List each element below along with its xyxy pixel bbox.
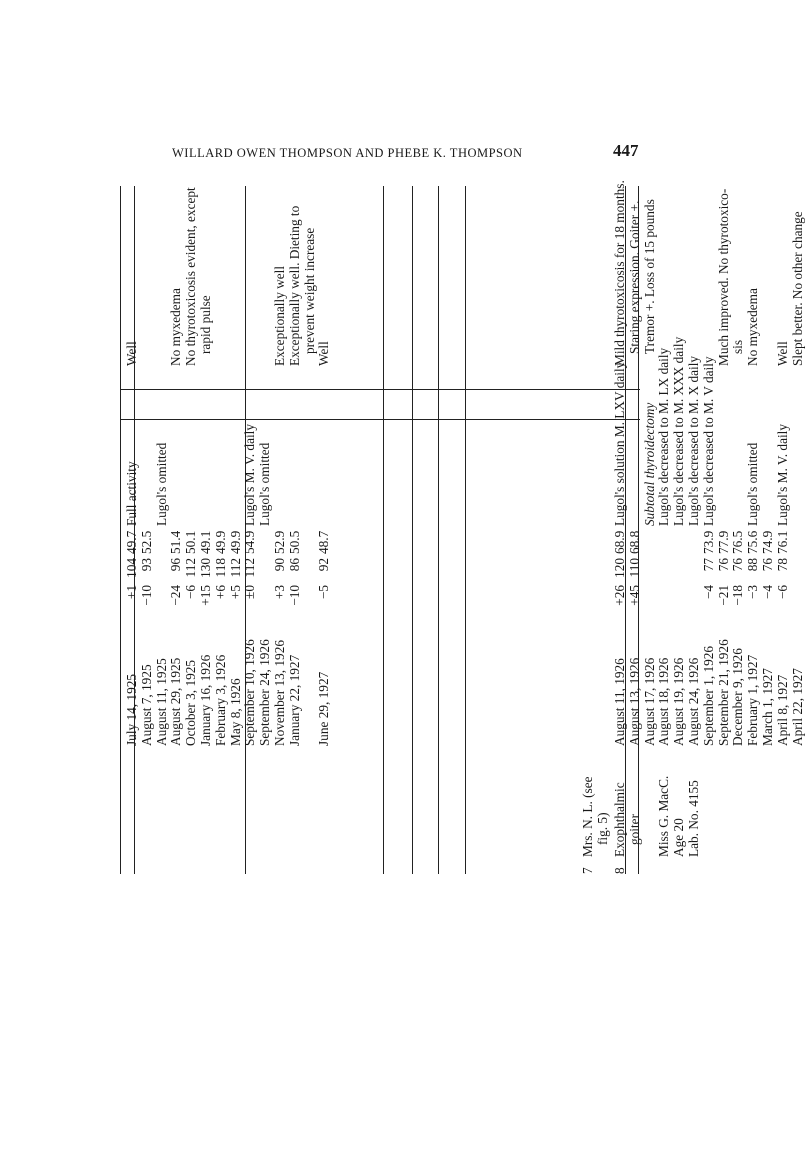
- treatment-entry: Lugol's decreased to M. LX daily: [656, 347, 672, 526]
- pulse-value: [643, 558, 658, 580]
- remarks-line: [140, 186, 155, 366]
- pulse-value: [672, 558, 687, 580]
- weight-value: [791, 531, 805, 554]
- treatment-entry: [214, 371, 229, 526]
- remarks-line: No myxedema: [745, 288, 761, 366]
- remarks-line: Exceptionally well: [271, 265, 287, 366]
- remarks-line: Slept better. No other change: [789, 211, 805, 366]
- treatment-entry: [199, 371, 214, 526]
- treatment-entry: [791, 371, 805, 526]
- case-no-column: [613, 861, 628, 874]
- remarks-line: [702, 186, 717, 366]
- bmr-column: [125, 585, 332, 610]
- pulse-value: 120: [612, 558, 627, 578]
- remarks-line: Tremor +. Loss of 15 pounds: [641, 199, 657, 354]
- treatment-entry: Lugol's omitted: [257, 442, 273, 526]
- treatment-entry: Lugol's decreased to M. XXX daily: [671, 336, 687, 526]
- treatment-column: [125, 371, 332, 526]
- date-entry: June 29, 1927: [316, 671, 332, 746]
- remarks-line: [657, 186, 672, 366]
- date-entry: February 1, 1927: [745, 654, 761, 746]
- date-entry: August 11, 1925: [153, 658, 169, 746]
- weight-column: [613, 531, 805, 554]
- weight-value: 76.1: [774, 530, 790, 554]
- pulse-value: 112: [227, 558, 243, 578]
- date-entry: September 1, 1926: [700, 645, 716, 746]
- weight-value: 54.9: [242, 530, 258, 554]
- weight-value: 68.9: [612, 530, 627, 554]
- bmr-value: [258, 585, 273, 610]
- date-entry: August 7, 1925: [138, 664, 154, 746]
- weight-value: [643, 531, 658, 554]
- remarks-line: No myxedema: [168, 288, 184, 366]
- column-rule: [465, 186, 466, 874]
- pulse-value: 96: [168, 558, 184, 572]
- remarks-line: [687, 186, 702, 366]
- bmr-value: [155, 585, 170, 610]
- treatment-entry: [184, 371, 199, 526]
- treatment-entry: [761, 371, 776, 526]
- pulse-value: 76: [759, 558, 775, 572]
- pulse-value: [791, 558, 805, 580]
- weight-value: 51.4: [168, 530, 184, 554]
- weight-value: 49.7: [124, 530, 139, 554]
- patient-column: [581, 752, 611, 857]
- date-entry: April 22, 1927: [789, 668, 805, 746]
- treatment-entry: Lugol's decreased to M. X daily: [685, 355, 701, 526]
- bmr-value: [657, 585, 672, 610]
- treatment-entry: [717, 371, 732, 526]
- pulse-value: 77: [700, 558, 716, 572]
- date-entry: February 3, 1926: [212, 654, 228, 746]
- bmr-value: +45: [626, 585, 642, 606]
- running-head: WILLARD OWEN THOMPSON AND PHEBE K. THOMPSON: [172, 146, 523, 160]
- treatment-entry: Subtotal thyroidectomy: [641, 402, 657, 526]
- pulse-value: 93: [138, 558, 154, 572]
- rotated-data-table: [120, 180, 805, 874]
- weight-value: [687, 531, 702, 554]
- treatment-entry: [303, 371, 318, 526]
- case-number: 8: [612, 867, 627, 874]
- weight-value: 49.9: [212, 530, 228, 554]
- weight-value: 77.9: [715, 530, 731, 554]
- case-number: [125, 861, 140, 874]
- treatment-entry: Lugol's M. V. daily: [774, 423, 790, 526]
- case-no-column: [581, 861, 596, 874]
- dates-column: [125, 614, 332, 746]
- table-top-rule: [120, 186, 121, 874]
- date-entry: January 22, 1927: [286, 654, 302, 746]
- weight-value: 73.9: [700, 530, 716, 554]
- treatment-entry: Lugol's omitted: [153, 442, 169, 526]
- bmr-value: [687, 585, 702, 610]
- weight-value: 49.9: [227, 530, 243, 554]
- pulse-value: 112: [183, 558, 199, 578]
- bmr-value: [643, 585, 658, 610]
- date-entry: August 13, 1926: [626, 657, 642, 746]
- date-entry: August 17, 1926: [641, 657, 657, 746]
- bmr-value: −18: [730, 585, 746, 606]
- pulse-column: [125, 558, 332, 580]
- bmr-value: −6: [774, 585, 790, 600]
- bmr-value: [303, 585, 318, 610]
- pulse-value: 112: [242, 558, 258, 578]
- date-entry: [303, 614, 318, 746]
- bmr-value: +26: [612, 585, 627, 606]
- weight-value: [657, 531, 672, 554]
- weight-value: 52.9: [271, 530, 287, 554]
- remarks-column: [612, 180, 805, 366]
- pulse-value: 118: [212, 558, 228, 578]
- column-rule: [412, 186, 413, 874]
- bmr-value: ±0: [242, 585, 258, 599]
- weight-value: 52.5: [138, 530, 154, 554]
- case-no-column: [125, 861, 140, 874]
- pulse-value: 92: [316, 558, 332, 572]
- patient-line: Exophthalmic: [612, 782, 627, 857]
- pulse-value: [303, 558, 318, 580]
- patient-line: Age 20: [671, 818, 687, 857]
- date-entry: August 11, 1926: [612, 658, 627, 746]
- pulse-column: [613, 558, 805, 580]
- remarks-line: [672, 186, 687, 366]
- date-entry: January 16, 1926: [197, 654, 213, 746]
- remarks-line: Well: [316, 341, 332, 366]
- weight-value: 68.8: [626, 530, 642, 554]
- weight-column: [125, 531, 332, 554]
- bmr-value: −10: [286, 585, 302, 606]
- patient-line: Mrs. N. L. (see: [580, 776, 595, 857]
- bmr-value: −4: [759, 585, 775, 600]
- bmr-value: +5: [227, 585, 243, 600]
- treatment-entry: [731, 371, 746, 526]
- bmr-value: +1: [124, 585, 139, 600]
- date-entry: August 19, 1926: [671, 657, 687, 746]
- remarks-line: [243, 186, 258, 366]
- weight-value: [258, 531, 273, 554]
- pulse-value: 110: [626, 558, 642, 578]
- bmr-value: +6: [212, 585, 228, 600]
- date-entry: August 18, 1926: [656, 657, 672, 746]
- bmr-value: −5: [316, 585, 332, 600]
- page-header: [0, 138, 767, 168]
- bmr-value: −10: [138, 585, 154, 606]
- pulse-value: [657, 558, 672, 580]
- pulse-value: 78: [774, 558, 790, 572]
- patient-line: [643, 752, 658, 857]
- bmr-value: [791, 585, 805, 610]
- date-entry: September 21, 1926: [715, 639, 731, 746]
- remarks-line: Much improved. No thyrotoxico-: [715, 188, 731, 366]
- column-rule: [383, 186, 384, 874]
- remarks-line: [761, 186, 776, 366]
- date-entry: August 29, 1925: [168, 657, 184, 746]
- remarks-line: [155, 186, 170, 366]
- date-entry: August 24, 1926: [685, 657, 701, 746]
- pulse-value: [687, 558, 702, 580]
- weight-value: 76.5: [730, 530, 746, 554]
- pulse-value: 90: [271, 558, 287, 572]
- treatment-entry: Lugol's M. V. daily: [242, 423, 258, 526]
- remarks-line: No thyrotoxicosis evident, except: [183, 187, 199, 366]
- case-number: 7: [580, 867, 595, 874]
- dates-column: [613, 614, 805, 746]
- bmr-value: −21: [715, 585, 731, 606]
- date-entry: March 1, 1927: [759, 668, 775, 746]
- weight-value: 48.7: [316, 530, 332, 554]
- column-rule: [438, 186, 439, 874]
- pulse-value: 104: [124, 558, 139, 578]
- treatment-entry: Lugol's omitted: [745, 442, 761, 526]
- treatment-entry: [273, 371, 288, 526]
- bmr-value: −4: [700, 585, 716, 600]
- bmr-value: −3: [745, 585, 761, 600]
- remarks-line: Staring expression. Goiter +.: [626, 200, 642, 354]
- remarks-line: sis: [730, 339, 746, 354]
- date-entry: April 8, 1927: [774, 674, 790, 746]
- weight-value: [155, 531, 170, 554]
- remarks-line: [214, 186, 229, 366]
- patient-column: [613, 752, 702, 857]
- date-entry: November 13, 1926: [271, 640, 287, 746]
- page-number: 447: [613, 141, 639, 160]
- treatment-entry: Full activity: [124, 461, 139, 526]
- pulse-value: 130: [197, 558, 213, 578]
- weight-value: 50.1: [183, 530, 199, 554]
- pulse-value: 86: [286, 558, 302, 572]
- pulse-value: 76: [730, 558, 746, 572]
- weight-value: 74.9: [759, 530, 775, 554]
- weight-value: 75.6: [745, 530, 761, 554]
- treatment-entry: Lugol's decreased to M. V daily: [700, 356, 716, 526]
- date-entry: September 10, 1926: [242, 639, 258, 746]
- date-entry: December 9, 1926: [730, 648, 746, 746]
- pulse-value: [155, 558, 170, 580]
- pulse-value: [258, 558, 273, 580]
- date-entry: July 14, 1925: [124, 673, 139, 746]
- pulse-value: 76: [715, 558, 731, 572]
- patient-line: fig. 5): [594, 812, 610, 845]
- patient-line: goiter: [626, 813, 642, 845]
- treatment-entry: [229, 371, 244, 526]
- treatment-entry: [317, 371, 332, 526]
- weight-value: 49.1: [197, 530, 213, 554]
- remarks-line: [258, 186, 273, 366]
- patient-line: Miss G. MacC.: [656, 775, 672, 857]
- remarks-line: Exceptionally well. Dieting to: [286, 205, 302, 366]
- treatment-entry: [140, 371, 155, 526]
- date-entry: May 8, 1926: [227, 678, 243, 746]
- weight-value: [303, 531, 318, 554]
- remarks-column: [125, 186, 332, 366]
- treatment-entry: [628, 371, 643, 526]
- bmr-value: −24: [168, 585, 184, 606]
- bmr-value: +15: [197, 585, 213, 606]
- remarks-line: [229, 186, 244, 366]
- treatment-entry: Lugol's solution M. LXV daily: [612, 361, 627, 526]
- bmr-value: [672, 585, 687, 610]
- pulse-value: 88: [745, 558, 761, 572]
- remarks-line: Mild thyrotoxicosis for 18 months.: [612, 180, 627, 366]
- patient-line: Lab. No. 4155: [685, 780, 701, 857]
- weight-value: [672, 531, 687, 554]
- weight-value: 50.5: [286, 530, 302, 554]
- treatment-entry: [288, 371, 303, 526]
- bmr-column: [613, 585, 805, 610]
- bmr-value: +3: [271, 585, 287, 600]
- remarks-line: rapid pulse: [197, 295, 213, 354]
- remarks-line: prevent weight increase: [301, 227, 317, 354]
- bmr-value: −6: [183, 585, 199, 600]
- treatment-entry: [169, 371, 184, 526]
- date-entry: October 3, 1925: [183, 659, 199, 746]
- remarks-line: Well: [774, 341, 790, 366]
- table-rotator: [120, 180, 805, 874]
- remarks-line: Well: [124, 341, 139, 366]
- date-entry: September 24, 1926: [257, 639, 273, 746]
